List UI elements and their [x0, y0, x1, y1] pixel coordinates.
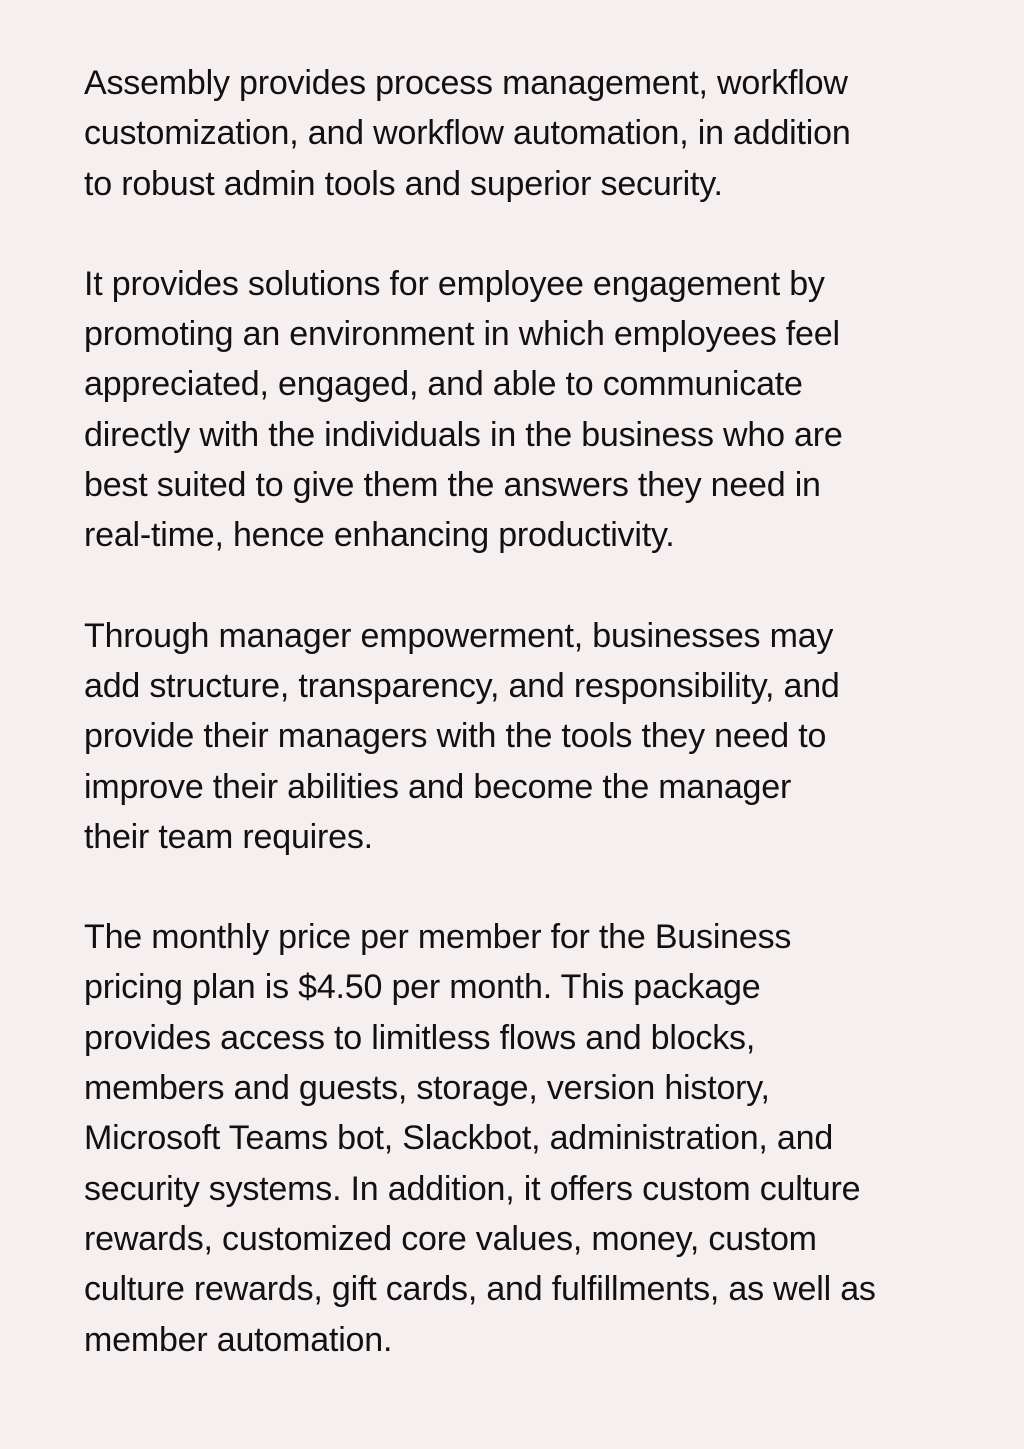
paragraph-spacer	[84, 209, 954, 259]
paragraph-business-pricing	[84, 912, 954, 1365]
text-line: add structure, transparency, and responsibility, and	[84, 666, 840, 705]
text-line: It provides solutions for employee engagement by	[84, 264, 825, 303]
paragraph-spacer	[84, 862, 954, 912]
text-line: culture rewards, gift cards, and fulfillments, as well as	[84, 1270, 876, 1309]
text-line: rewards, customized core values, money, custom	[84, 1219, 817, 1258]
paragraph-employee-engagement	[84, 259, 954, 561]
paragraph-assembly-overview	[84, 58, 954, 209]
paragraph-manager-empowerment	[84, 611, 954, 862]
text-line: their team requires.	[84, 817, 373, 856]
text-line: directly with the individuals in the business who are	[84, 415, 843, 454]
text-line: provides access to limitless flows and blocks,	[84, 1018, 756, 1057]
text-line: provide their managers with the tools they need to	[84, 717, 827, 756]
text-line: security systems. In addition, it offers custom culture	[84, 1169, 861, 1208]
text-line: member automation.	[84, 1320, 393, 1359]
text-line: appreciated, engaged, and able to communicate	[84, 365, 803, 404]
text-line: Microsoft Teams bot, Slackbot, administration, and	[84, 1119, 834, 1158]
text-line: to robust admin tools and superior security.	[84, 164, 723, 203]
text-line: Assembly provides process management, workflow	[84, 64, 848, 102]
text-line: The monthly price per member for the Business	[84, 918, 792, 957]
text-line: real-time, hence enhancing productivity.	[84, 516, 675, 555]
text-line: pricing plan is $4.50 per month. This package	[84, 968, 761, 1007]
paragraph-spacer	[84, 561, 954, 611]
text-line: customization, and workflow automation, in addition	[84, 114, 851, 153]
text-line: improve their abilities and become the manager	[84, 767, 792, 806]
text-line: best suited to give them the answers they need in	[84, 466, 821, 505]
text-line: promoting an environment in which employees feel	[84, 315, 840, 354]
text-line: Through manager empowerment, businesses may	[84, 616, 834, 655]
text-line: members and guests, storage, version history,	[84, 1069, 770, 1108]
